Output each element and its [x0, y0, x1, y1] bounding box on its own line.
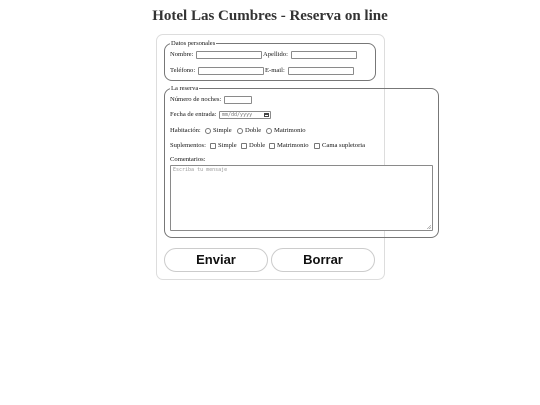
suplemento-matrimonio-label: Matrimonio [277, 142, 309, 149]
suplemento-cama-checkbox[interactable] [314, 143, 320, 149]
habitacion-simple-label: Simple [213, 127, 232, 134]
apellido-label: Apellido: [263, 51, 288, 58]
habitacion-matrimonio-radio[interactable] [266, 128, 272, 134]
telefono-label: Teléfono: [170, 67, 196, 74]
habitacion-matrimonio-label: Matrimonio [274, 127, 306, 134]
fecha-label: Fecha de entrada: [170, 111, 217, 118]
noches-input[interactable] [224, 96, 252, 104]
habitacion-doble-radio[interactable] [237, 128, 243, 134]
suplemento-simple-label: Simple [218, 142, 237, 149]
telefono-input[interactable] [198, 67, 264, 75]
comentarios-placeholder: Escriba tu mensaje [173, 167, 228, 173]
legend-personal-data: Datos personales [171, 40, 216, 47]
suplemento-simple-checkbox[interactable] [210, 143, 216, 149]
nombre-input[interactable] [196, 51, 262, 59]
page-title: Hotel Las Cumbres - Reserva on line [152, 8, 388, 24]
comentarios-textarea[interactable] [170, 165, 433, 231]
suplemento-doble-label: Doble [249, 142, 266, 149]
fecha-placeholder: mm/dd/yyyy [222, 112, 253, 118]
habitacion-simple-radio[interactable] [205, 128, 211, 134]
email-input[interactable] [288, 67, 354, 75]
suplemento-matrimonio-checkbox[interactable] [269, 143, 275, 149]
apellido-input[interactable] [291, 51, 357, 59]
suplemento-doble-checkbox[interactable] [241, 143, 247, 149]
legend-reservation: La reserva [171, 85, 199, 92]
habitacion-label: Habitación: [170, 127, 201, 134]
suplemento-cama-label: Cama supletoria [322, 142, 366, 149]
resize-grip-icon[interactable] [427, 225, 431, 229]
enviar-button[interactable]: Enviar [164, 248, 268, 272]
suplementos-label: Suplementos: [170, 142, 206, 149]
noches-label: Número de noches: [170, 96, 222, 103]
calendar-icon[interactable] [264, 113, 269, 117]
email-label: E-mail: [265, 67, 285, 74]
borrar-button[interactable]: Borrar [271, 248, 375, 272]
comentarios-label: Comentarios: [170, 156, 206, 163]
habitacion-doble-label: Doble [245, 127, 262, 134]
fecha-input[interactable] [219, 111, 271, 119]
nombre-label: Nombre: [170, 51, 194, 58]
